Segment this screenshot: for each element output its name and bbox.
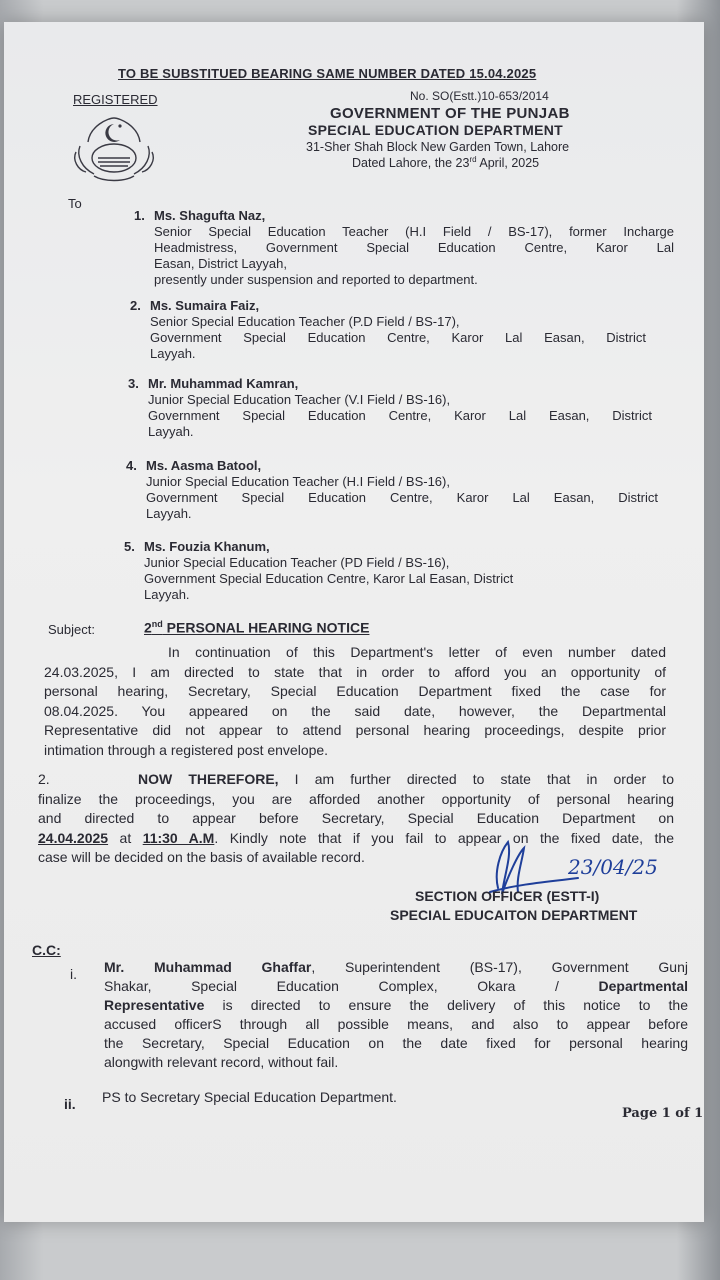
recipient-line: Junior Special Education Teacher (H.I Field / BS-16), [146,474,450,489]
recipient-3 [128,376,652,440]
recipient-number: 4. [126,458,137,473]
recipient-line: Government Special Education Centre, Karor Lal Easan, District [144,571,514,586]
paragraph-line: intimation through a registered post envelope. [44,741,329,758]
cc-line: accused officerS through all possible means, and also to appear before [104,1016,688,1032]
recipient-name: Mr. Muhammad Kamran, [148,376,299,391]
registered-label: REGISTERED [73,92,158,107]
government-heading: GOVERNMENT OF THE PUNJAB [330,105,570,122]
paragraph-line: 08.04.2025. You appeared on the said date, however, the Departmental [44,702,666,719]
paragraph-line: In continuation of this Department's letter of even number dated [168,644,666,660]
recipient-name: Ms. Shagufta Naz, [154,208,266,223]
recipient-line: Junior Special Education Teacher (PD Field / BS-16), [144,555,450,570]
paragraph-line: personal hearing, Secretary, Special Education Department fixed the case for [44,683,666,699]
cc-line: the Secretary, Special Education on the date fixed for personal hearing [104,1035,688,1051]
cc-label: C.C: [32,942,61,958]
recipient-name: Ms. Sumaira Faiz, [150,298,260,313]
cc-item-number: i. [70,966,77,982]
recipient-line: Headmistress, Government Special Education Centre, Karor Lal [154,240,674,255]
cc-line: PS to Secretary Special Education Department. [102,1089,397,1105]
recipient-number: 2. [130,298,141,313]
paragraph-line: 24.04.2025 at 11:30 A.M. Kindly note that if you fail to appear on the fixed date, the [38,829,674,846]
signatory-title: SECTION OFFICER (ESTT-I) [415,888,600,904]
recipient-name: Ms. Fouzia Khanum, [144,539,270,554]
cc-line: Shakar, Special Education Complex, Okara / Departmental [104,978,688,994]
recipient-line: Senior Special Education Teacher (H.I Field / BS-17), former Incharge [154,224,674,239]
recipient-line: Government Special Education Centre, Karor Lal Easan, District [148,408,652,423]
recipient-line: Junior Special Education Teacher (V.I Field / BS-16), [148,392,451,407]
cc-line: Mr. Muhammad Ghaffar, Superintendent (BS-17), Government Gunj [104,959,688,975]
recipient-line: Layyah. [146,506,192,521]
paragraph-line: case will be decided on the basis of available record. [38,849,365,865]
paragraph-line: 2. NOW THEREFORE, I am further directed to state that in order to [38,771,674,787]
paragraph-line: finalize the proceedings, you are afforded another opportunity of personal hearing [38,790,674,807]
recipient-line: Government Special Education Centre, Karor Lal Easan, District [150,330,646,345]
cc-line: Representative is directed to ensure the delivery of this notice to the [104,997,688,1013]
recipient-line: Senior Special Education Teacher (P.D Field / BS-17), [150,314,460,329]
recipient-name: Ms. Aasma Batool, [146,458,262,473]
paragraph-line: 24.03.2025, I am directed to state that in order to afford you an opportunity of [44,663,666,680]
department-address: 31-Sher Shah Block New Garden Town, Lahore [306,140,570,154]
cc-item-number: ii. [64,1096,76,1112]
cc-item-1 [104,958,688,1072]
subject-label: Subject: [48,622,95,637]
recipient-line: Layyah. [144,587,190,602]
recipient-line: Layyah. [148,424,194,439]
recipient-2 [130,298,646,362]
recipient-number: 1. [134,208,145,223]
paragraph-line: and directed to appear before Secretary, Special Education Department on [38,810,674,826]
recipient-number: 3. [128,376,139,391]
reference-number: No. SO(Estt.)10-653/2014 [410,89,549,103]
department-heading: SPECIAL EDUCATION DEPARTMENT [308,122,563,138]
svg-text:23/04/25: 23/04/25 [568,855,658,879]
paragraph-line: Representative did not appear to attend personal hearing proceedings, despite prior [44,722,666,738]
recipient-line: Government Special Education Centre, Karor Lal Easan, District [146,490,658,505]
to-label: To [68,196,82,211]
cc-line: alongwith relevant record, without fail. [104,1054,339,1070]
letter-date: Dated Lahore, the 23rd April, 2025 [352,155,540,171]
recipient-line: Layyah. [150,346,196,361]
recipient-line: Easan, District Layyah, [154,256,287,271]
subject-text: 2nd PERSONAL HEARING NOTICE [144,619,370,636]
cc-item-2 [102,1088,662,1107]
paragraph-1 [44,643,666,760]
recipient-5 [124,539,614,603]
punjab-government-emblem-icon [68,112,160,188]
recipient-4 [126,458,658,522]
page-number: Page 1 of 1 [622,1106,704,1121]
signatory-department: SPECIAL EDUCAITON DEPARTMENT [390,907,638,923]
recipient-line: presently under suspension and reported to department. [154,272,478,287]
recipient-number: 5. [124,539,135,554]
substitution-notice: TO BE SUBSTITUED BEARING SAME NUMBER DATED 15.04.2025 [118,66,537,81]
recipient-1 [134,208,674,288]
